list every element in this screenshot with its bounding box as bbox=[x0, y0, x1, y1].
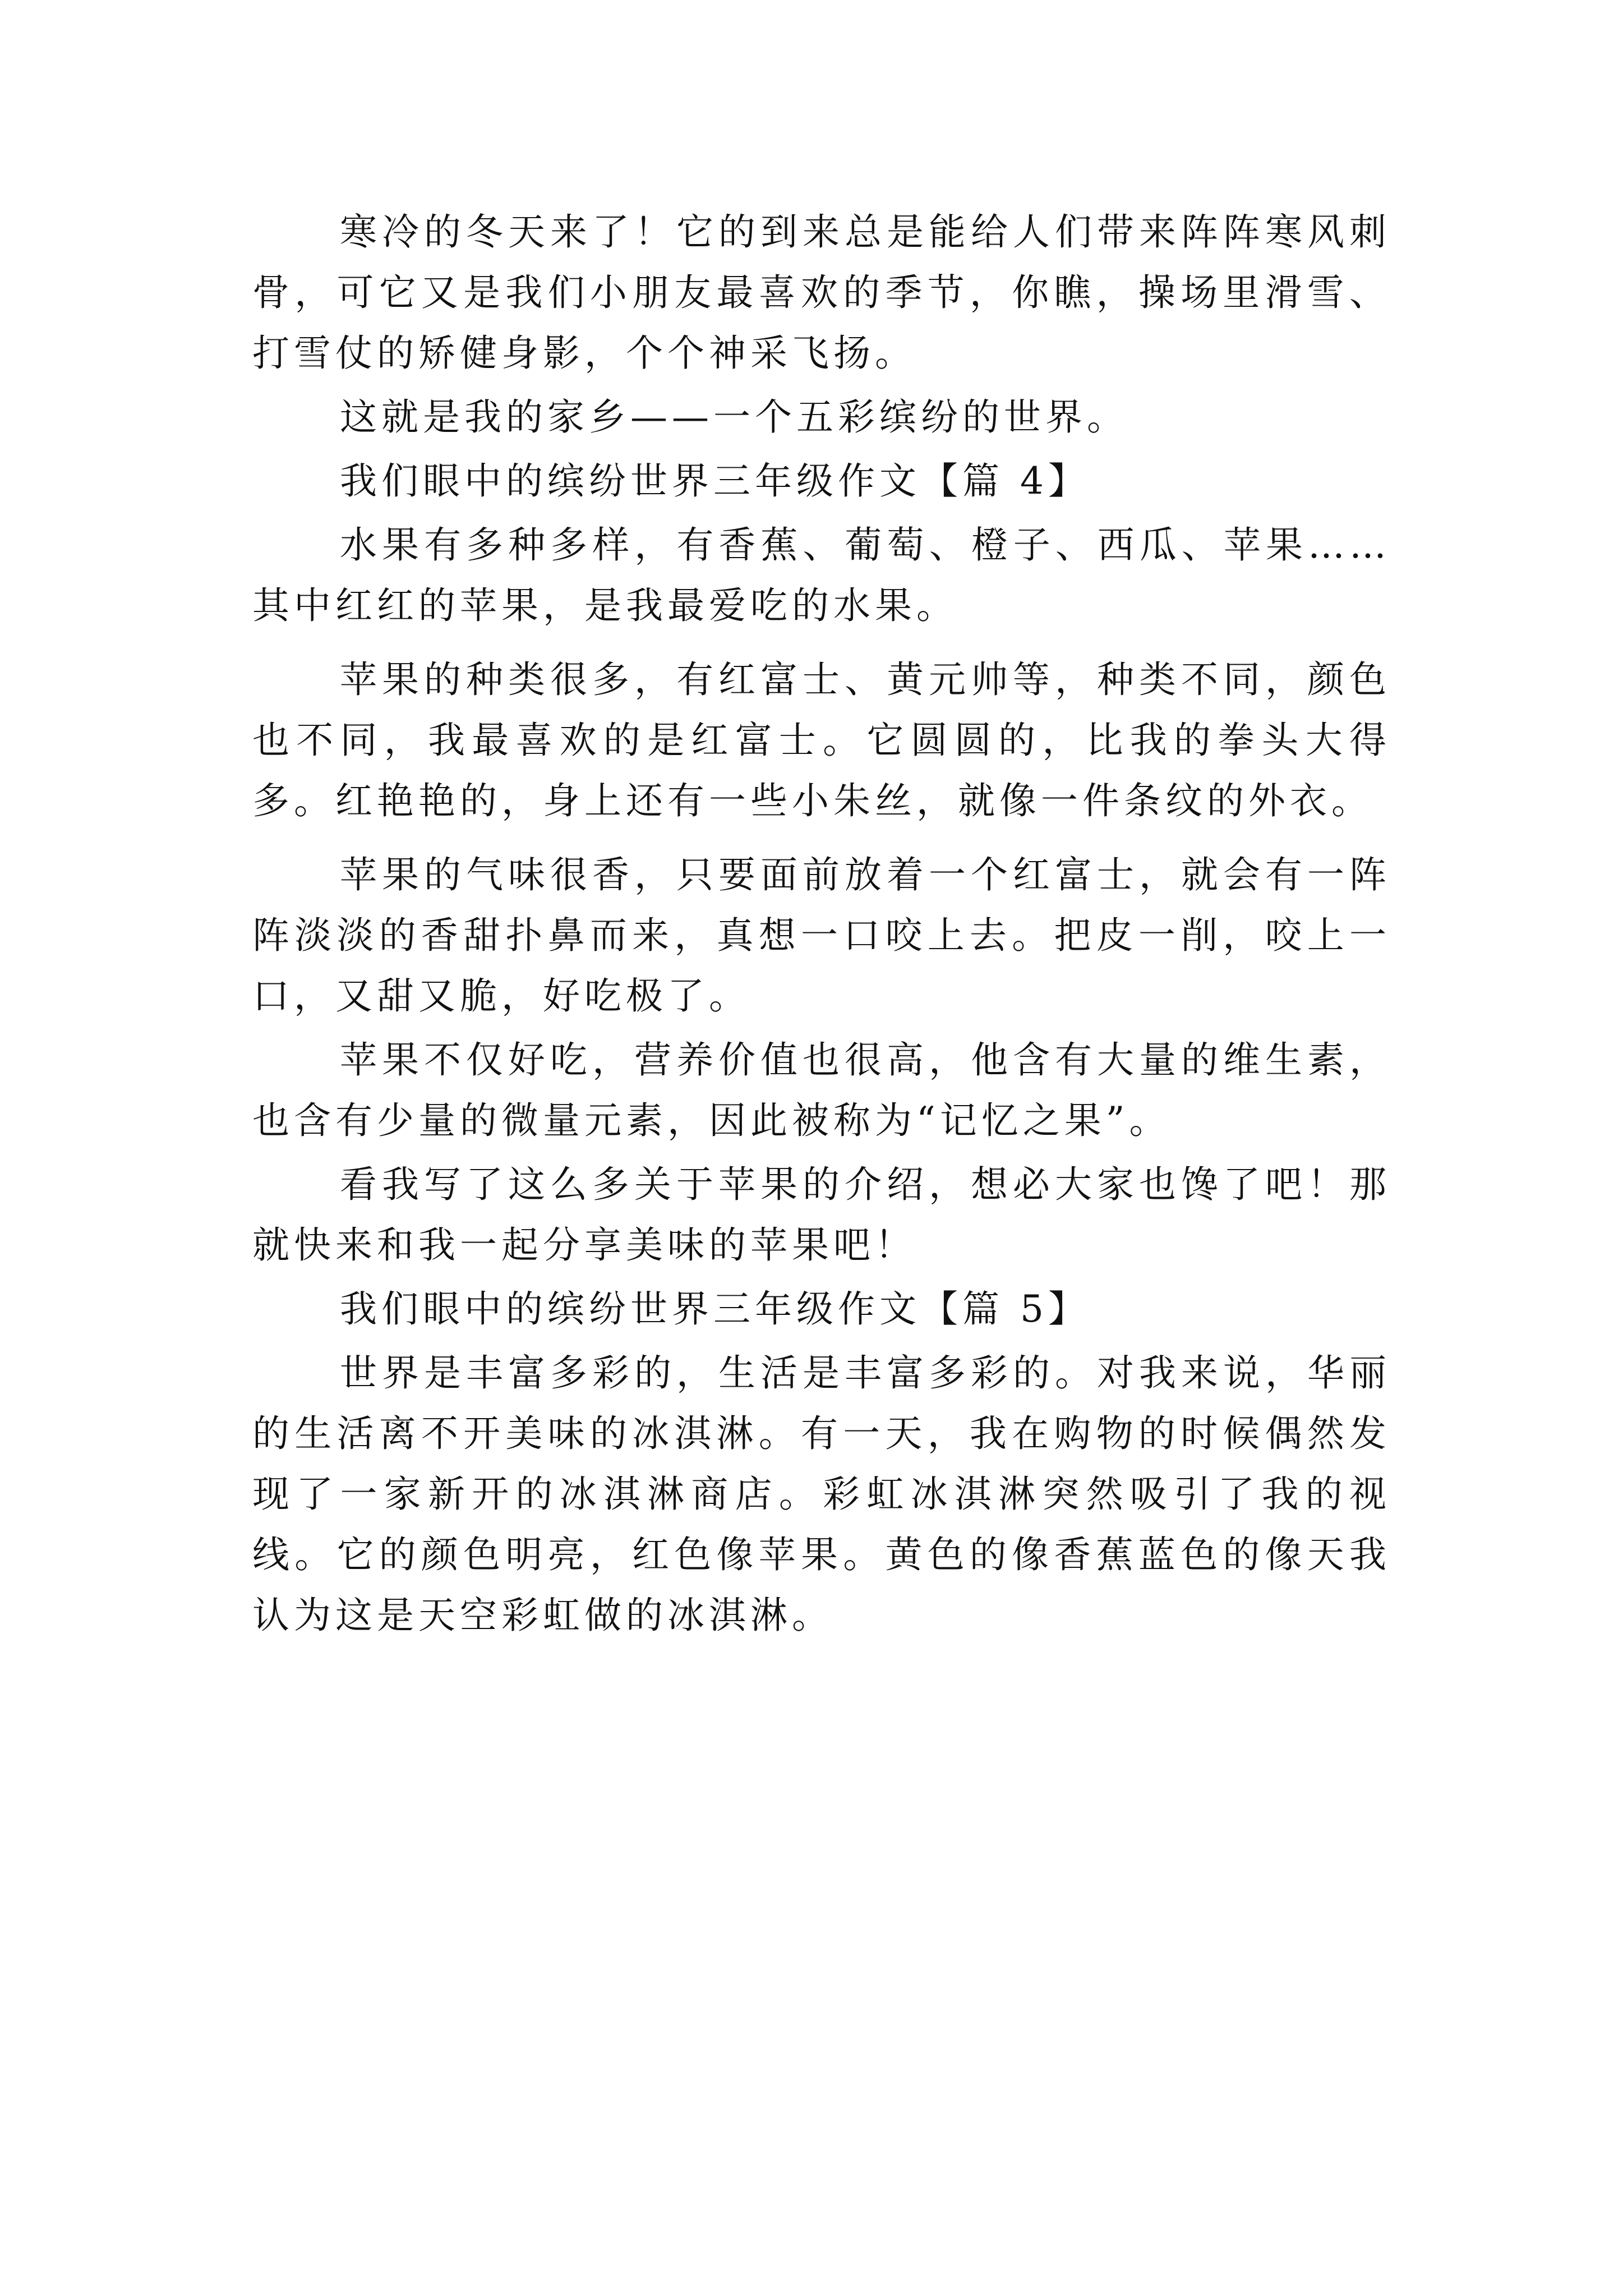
document-page bbox=[252, 202, 1391, 1646]
paragraph-apple-smell: 苹果的气味很香，只要面前放着一个红富士，就会有一阵阵淡淡的香甜扑鼻而来，真想一口咬上去。把皮一削，咬上一口，又甜又脆，好吃极了。 bbox=[252, 853, 1391, 1018]
paragraph-apple-types: 苹果的种类很多，有红富士、黄元帅等，种类不同，颜色也不同，我最喜欢的是红富士。它圆圆的，比我的拳头大得多。红艳艳的，身上还有一些小朱丝，就像一件条纹的外衣。 bbox=[252, 658, 1391, 822]
section-heading-4: 我们眼中的缤纷世界三年级作文【篇 4】 bbox=[340, 459, 1090, 503]
paragraph-fruits: 水果有多种多样，有香蕉、葡萄、橙子、西瓜、苹果……其中红红的苹果，是我最爱吃的水果。 bbox=[252, 523, 1391, 627]
paragraph-apple-share: 看我写了这么多关于苹果的介绍，想必大家也馋了吧！那就快来和我一起分享美味的苹果吧！ bbox=[252, 1163, 1391, 1267]
paragraph-hometown: 这就是我的家乡——一个五彩缤纷的世界。 bbox=[340, 395, 1128, 439]
paragraph-winter: 寒冷的冬天来了！它的到来总是能给人们带来阵阵寒风刺骨，可它又是我们小朋友最喜欢的季节，你瞧，操场里滑雪、打雪仗的矫健身影，个个神采飞扬。 bbox=[252, 210, 1391, 375]
paragraph-ice-cream: 世界是丰富多彩的，生活是丰富多彩的。对我来说，华丽的生活离不开美味的冰淇淋。有一天，我在购物的时候偶然发现了一家新开的冰淇淋商店。彩虹冰淇淋突然吸引了我的视线。它的颜色明亮，红色像苹果。黄色的像香蕉蓝色的像天我认为这是天空彩虹做的冰淇淋。 bbox=[252, 1351, 1391, 1637]
paragraph-apple-nutrition: 苹果不仅好吃，营养价值也很高，他含有大量的维生素，也含有少量的微量元素，因此被称为“记忆之果”。 bbox=[252, 1038, 1391, 1142]
section-heading-5: 我们眼中的缤纷世界三年级作文【篇 5】 bbox=[340, 1287, 1090, 1331]
